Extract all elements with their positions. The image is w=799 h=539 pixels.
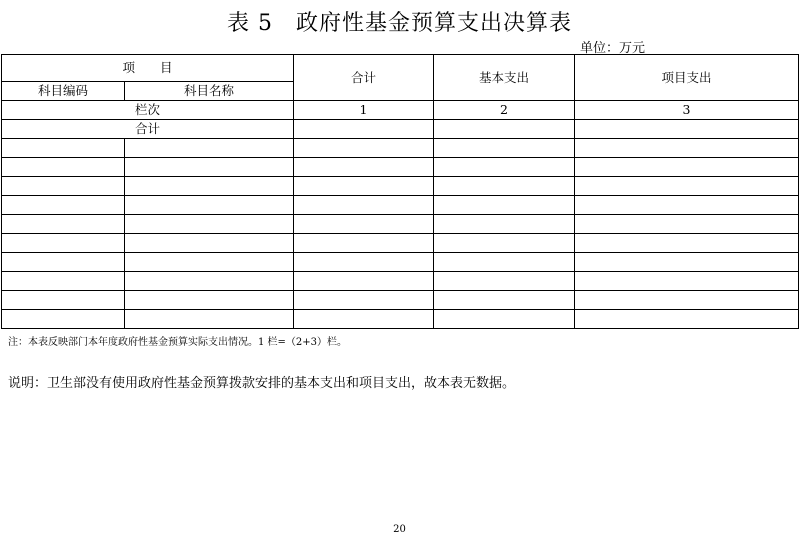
table-cell [125,158,294,177]
table-cell [575,215,799,234]
table-cell [434,177,575,196]
header-row-1 [2,55,799,82]
table-cell [2,272,125,291]
table-note: 注：本表反映部门本年度政府性基金预算实际支出情况。1 栏=（2+3）栏。 [8,337,348,348]
table-cell [294,158,434,177]
table-row [2,234,799,253]
header-total: 合计 [294,55,434,101]
table-cell [2,310,125,329]
table-row [2,158,799,177]
table-cell [125,291,294,310]
page-number: 20 [393,524,406,535]
table-cell [434,272,575,291]
description-text: 说明：卫生部没有使用政府性基金预算拨款安排的基本支出和项目支出，故本表无数据。 [8,376,516,391]
table-cell [575,196,799,215]
table-cell [434,253,575,272]
total-row [2,120,799,139]
table-cell [434,139,575,158]
table-cell [294,291,434,310]
table-cell [575,177,799,196]
column-number-1: 1 [294,101,434,120]
table-cell [294,272,434,291]
table-cell [294,215,434,234]
table-cell [575,234,799,253]
table-cell [2,215,125,234]
table-cell [434,215,575,234]
table-cell [575,139,799,158]
table-cell [2,139,125,158]
table-cell [2,158,125,177]
table-cell [434,158,575,177]
header-item: 项 目 [2,55,294,82]
table-row [2,291,799,310]
column-number-row [2,101,799,120]
table-cell [575,253,799,272]
table-row [2,177,799,196]
table-cell [125,253,294,272]
column-number-2: 2 [434,101,575,120]
total-cell [575,120,799,139]
header-project-expenditure: 项目支出 [575,55,799,101]
page-title: 表 5 政府性基金预算支出决算表 [227,11,572,36]
table-cell [434,196,575,215]
table-cell [294,310,434,329]
table-cell [434,291,575,310]
header-subject-name: 科目名称 [125,82,294,101]
table-cell [125,139,294,158]
table-cell [2,253,125,272]
table-cell [294,139,434,158]
table-cell [575,310,799,329]
table-row [2,272,799,291]
table-cell [125,310,294,329]
table-cell [2,234,125,253]
table-cell [294,234,434,253]
table-cell [294,196,434,215]
fund-expenditure-table [1,54,799,329]
table-row [2,253,799,272]
table-row [2,310,799,329]
table-cell [575,272,799,291]
total-row-label: 合计 [2,120,294,139]
table-cell [125,215,294,234]
table-cell [575,291,799,310]
total-cell [434,120,575,139]
table-cell [125,272,294,291]
table-cell [2,196,125,215]
table-row [2,196,799,215]
table-cell [125,196,294,215]
column-number-3: 3 [575,101,799,120]
total-cell [294,120,434,139]
header-basic-expenditure: 基本支出 [434,55,575,101]
table-row [2,215,799,234]
table-cell [575,158,799,177]
table-cell [125,234,294,253]
column-number-label: 栏次 [2,101,294,120]
table-cell [434,310,575,329]
table-cell [434,234,575,253]
table-cell [294,253,434,272]
table-cell [294,177,434,196]
unit-label: 单位：万元 [580,41,646,56]
table-row [2,139,799,158]
table-cell [125,177,294,196]
header-subject-code: 科目编码 [2,82,125,101]
table-cell [2,177,125,196]
table-cell [2,291,125,310]
